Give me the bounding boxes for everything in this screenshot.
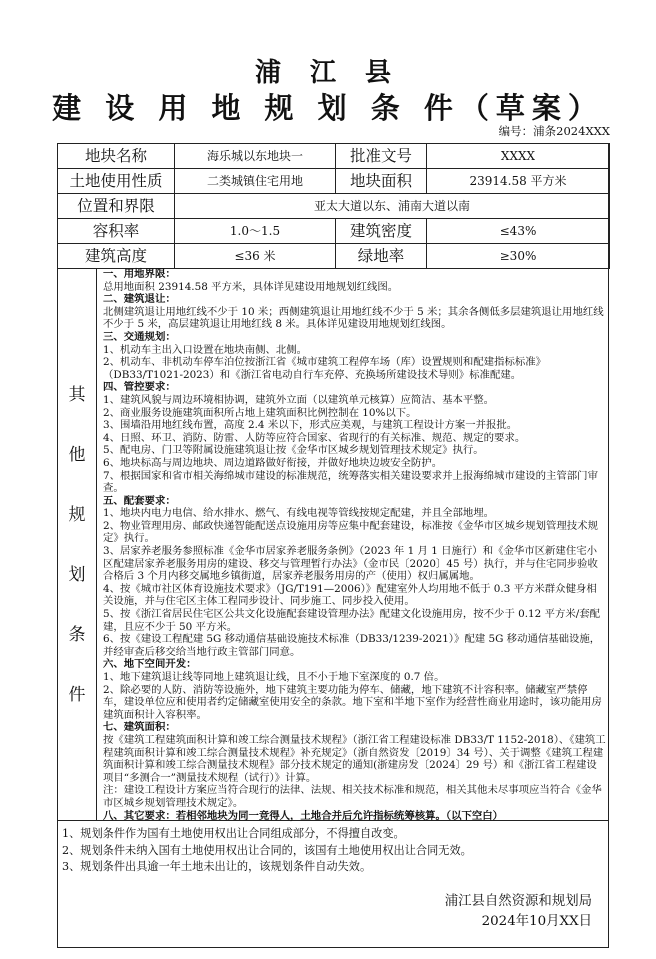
- signature-block: [445, 892, 592, 932]
- condition-line: 2、除必要的人防、消防等设施外，地下建筑主要功能为停车、储藏，地下建筑不计容积率。储藏室严禁停车，建设单位应和使用者约定储藏室使用安全的条款。地下室和半地下室作为经营性商业用途时，该功能用房建筑面积计入容积率。: [103, 683, 602, 721]
- label-char: 规: [68, 505, 86, 525]
- condition-line: 1、地块内电力电信、给水排水、燃气、有线电视等管线按规定配建，并且全部地埋。: [103, 507, 495, 520]
- note-item: 1、规划条件作为国有土地使用权出让合同组成部分，不得擅自改变。: [62, 827, 405, 840]
- parcel-name-value: 海乐城以东地块一: [175, 144, 336, 169]
- land-use-value: 二类城镇住宅用地: [175, 169, 336, 194]
- far-label: 容积率: [58, 219, 175, 244]
- condition-line: 7、根据国家和省市相关海绵城市建设的标准规范，统筹落实相关建设要求并上报海绵城市建设的主管部门审查。: [103, 469, 598, 495]
- issue-date: 2024年10月XX日: [481, 914, 592, 929]
- approval-no-label: 批准文号: [336, 144, 427, 169]
- condition-heading: 八、其它要求：若相邻地块为同一竞得人，土地合并后允许指标统筹核算。（以下空白）: [103, 809, 504, 822]
- condition-heading: 五、配套要求：: [103, 494, 176, 507]
- condition-line: 4、按《城市社区体育设施技术要求》（JG/T191—2006）》配建室外人均用地不低于 0.3 平方米群众健身相关设施，并与住宅区主体工程同步设计、同步施工、同步投入使用。: [103, 582, 597, 608]
- condition-line: 1、地下建筑退让线等同地上建筑退让线，且不小于地下室深度的 0.7 倍。: [103, 671, 445, 683]
- height-value: ≤36 米: [175, 244, 336, 269]
- land-use-label: 土地使用性质: [58, 169, 175, 194]
- far-value: 1.0～1.5: [175, 219, 336, 244]
- location-value: 亚太大道以东、浦南大道以南: [175, 194, 610, 219]
- doc-title-county: 浦 江 县: [254, 58, 402, 88]
- height-label: 建筑高度: [58, 244, 175, 269]
- condition-line: 北侧建筑退让用地红线不少于 10 米；西侧建筑退让用地红线不少于 5 米；其余各侧低多层建筑退让用地红线不少于 5 米，高层建筑退让用地红线 8 米。具体详见建设用地规划红线图。: [103, 305, 604, 331]
- green-label: 绿地率: [336, 244, 427, 269]
- condition-heading: 一、用地界限：: [103, 268, 176, 280]
- condition-line: 总用地面积 23914.58 平方米，具体详见建设用地规划红线图。: [103, 280, 399, 293]
- info-row-far: [58, 219, 610, 244]
- condition-line: 1、建筑风貌与周边环境相协调，建筑外立面（以建筑单元核算）应简洁、基本平整。: [103, 393, 495, 406]
- doc-title-main: 建 设 用 地 规 划 条 件（草案）: [52, 91, 604, 125]
- density-label: 建筑密度: [336, 219, 427, 244]
- condition-line: 5、配电房、门卫等附属设施建筑退让按《金华市区城乡规划管理技术规定》执行。: [103, 444, 484, 457]
- condition-line: 1、机动车主出入口设置在地块南侧、北侧。: [103, 343, 308, 356]
- condition-line: 4、日照、环卫、消防、防雷、人防等应符合国家、省现行的有关标准、规范、规定的要求。: [103, 431, 526, 444]
- info-row-location: [58, 194, 610, 219]
- label-char: 件: [68, 685, 86, 705]
- other-conditions-label: [58, 268, 97, 820]
- other-conditions-section: [57, 268, 609, 821]
- condition-heading: 二、建筑退让：: [103, 293, 176, 306]
- area-label: 地块面积: [336, 169, 427, 194]
- issuing-authority: 浦江县自然资源和规划局: [444, 894, 592, 909]
- condition-line: 2、物业管理用房、邮政快递智能配送点设施用房等应集中配套建设，标准按《金华市区城乡规划管理技术规定》执行。: [103, 519, 598, 545]
- notes-list: [62, 826, 607, 876]
- condition-heading: 六、地下空间开发：: [103, 658, 197, 671]
- condition-heading: 四、管控要求：: [103, 381, 176, 394]
- note-item: 2、规划条件未纳入国有土地使用权出让合同的，该国有土地使用权出让合同无效。: [62, 843, 472, 857]
- condition-line: 3、围墙沿用地红线布置，高度 2.4 米以下，形式应美观，与建筑工程设计方案一并报批。: [103, 419, 518, 432]
- condition-line: 注：建设工程设计方案应当符合现行的法律、法规、相关技术标准和规范，相关其他未尽事项应当符合《金华市区城乡规划管理技术规定》。: [103, 784, 602, 809]
- info-row-height: [58, 244, 610, 269]
- condition-line: 按《建筑工程建筑面积计算和竣工综合测量技术规程》（浙江省工程建设标准 DB33/T 1152-2018）、《建筑工程建筑面积计算和竣工综合测量技术规程》补充规定》（浙自然资发〔2019〕34 号）、关于调整《建筑工程建筑面积计算和竣工综合测量技术规程》部分技术规定的通知(浙建房发〔2024〕29 号）和《浙江省工程建设项目“多测合一”测量技术规程（试行）》计算。: [103, 733, 606, 784]
- density-value: ≤43%: [427, 219, 610, 244]
- info-row-parcel: [58, 144, 610, 169]
- info-row-landuse: [58, 169, 610, 194]
- area-value: 23914.58 平方米: [427, 169, 610, 194]
- parcel-name-label: 地块名称: [58, 144, 175, 169]
- condition-line: 6、地块标高与周边地块、周边道路做好衔接，并做好地块边坡安全防护。: [103, 456, 443, 469]
- condition-line: 2、商业服务设施建筑面积所占地上建筑面积比例控制在 10%以下。: [103, 406, 417, 419]
- label-char: 划: [68, 565, 86, 585]
- label-char: 他: [68, 445, 86, 465]
- note-item: 3、规划条件出具逾一年土地未出让的，该规划条件自动失效。: [62, 860, 372, 873]
- condition-line: 2、机动车、非机动车停车泊位按浙江省《城市建筑工程停车场（库）设置规则和配建指标标准》（DB33/T1021-2023）和《浙江省电动自行车充停、充换场所建设技术导则》标准配建。: [103, 356, 547, 381]
- approval-no-value: XXXX: [427, 144, 610, 169]
- green-value: ≥30%: [427, 244, 610, 269]
- condition-line: 5、按《浙江省居民住宅区公共文化设施配套建设管理办法》配建文化设施用房，按不少于 0.12 平方米/套配建，且应不少于 50 平方米。: [103, 608, 601, 633]
- serial-number: 编号：浦条2024XXX: [498, 124, 610, 138]
- info-table: [57, 143, 610, 269]
- condition-line: 6、按《建设工程配建 5G 移动通信基础设施技术标准（DB33/1239-2021）》配建 5G 移动通信基础设施，并经审查后移交给当地行政主管部门同意。: [103, 633, 601, 658]
- label-char: 条: [68, 625, 86, 645]
- condition-heading: 七、建筑面积：: [103, 721, 176, 734]
- condition-line: 3、居家养老服务参照标准《金华市居家养老服务条例》（2023 年 1 月 1 日施行）和《金华市区新建住宅小区配建居家养老服务用房的建设、移交与管理暂行办法》（金市民〔2020〕45 号）执行，并与住宅同步验收合格后 3 个月内移交属地乡镇街道，居家养老服务用房的产（使用）权归属属地。: [103, 545, 598, 583]
- conditions-text: [97, 268, 609, 822]
- label-char: 其: [68, 385, 86, 405]
- location-label: 位置和界限: [58, 194, 175, 219]
- condition-heading: 三、交通规划：: [103, 330, 176, 343]
